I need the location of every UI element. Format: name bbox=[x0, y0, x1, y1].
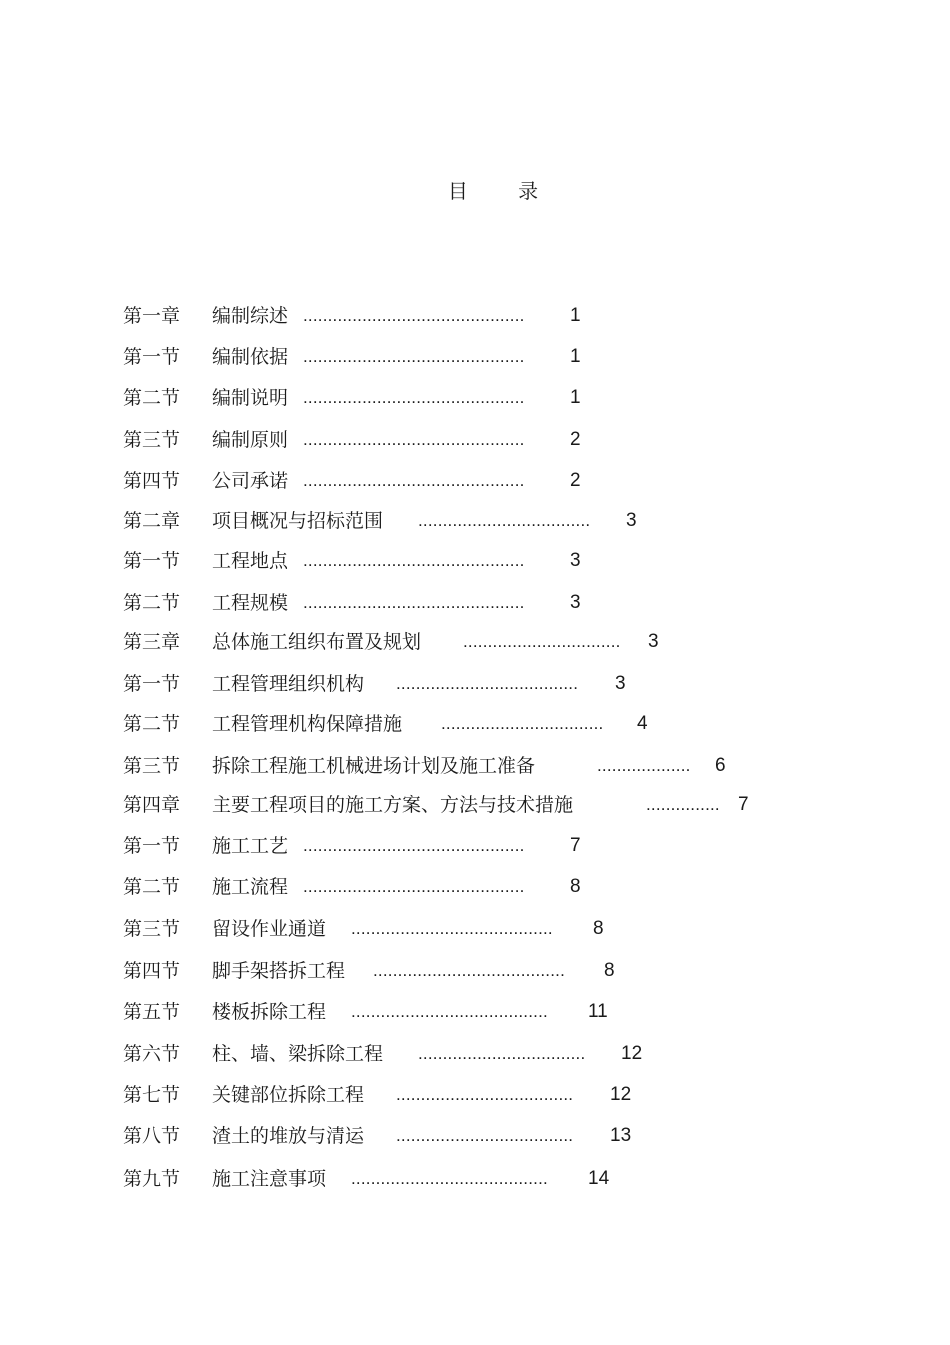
toc-entry-page: 8 bbox=[604, 960, 615, 981]
toc-entry-number: 第一节 bbox=[123, 550, 181, 572]
toc-entry-page: 2 bbox=[570, 429, 581, 450]
toc-entry-page: 1 bbox=[570, 387, 581, 408]
toc-entry-title: 工程规模 bbox=[212, 592, 289, 614]
toc-entry-leader: ..................................... bbox=[396, 674, 579, 693]
toc-entry-page: 7 bbox=[570, 835, 581, 856]
toc-entry-page: 12 bbox=[621, 1043, 643, 1064]
toc-entry-page: 8 bbox=[593, 918, 604, 939]
toc-entry-title: 拆除工程施工机械进场计划及施工准备 bbox=[212, 755, 536, 777]
toc-entry-number: 第一节 bbox=[123, 346, 181, 368]
toc-entry-number: 第九节 bbox=[123, 1168, 181, 1190]
toc-entry-leader: ............................................. bbox=[303, 551, 525, 570]
toc-entry-page: 2 bbox=[570, 470, 581, 491]
toc-entry-leader: ................... bbox=[597, 756, 691, 775]
toc-entry-leader: ............................................. bbox=[303, 836, 525, 855]
toc-entry-number: 第一节 bbox=[123, 835, 181, 857]
toc-entry-leader: ....................................... bbox=[373, 961, 566, 980]
toc-entry-title: 柱、墙、梁拆除工程 bbox=[212, 1043, 384, 1065]
toc-entry-page: 13 bbox=[610, 1125, 632, 1146]
toc-entry-number: 第八节 bbox=[123, 1125, 181, 1147]
toc-entry-title: 脚手架搭拆工程 bbox=[212, 960, 346, 982]
toc-entry-number: 第二节 bbox=[123, 876, 181, 898]
toc-entry-leader: .................................... bbox=[396, 1126, 574, 1145]
toc-entry-number: 第三节 bbox=[123, 918, 181, 940]
toc-entry-page: 3 bbox=[570, 550, 581, 571]
toc-entry-number: 第一章 bbox=[123, 305, 181, 327]
toc-entry-title: 公司承诺 bbox=[212, 470, 289, 492]
toc-entry-page: 14 bbox=[588, 1168, 610, 1189]
toc-entry-title: 施工注意事项 bbox=[212, 1168, 327, 1190]
toc-entry-leader: ........................................ bbox=[351, 1002, 548, 1021]
toc-entry-title: 主要工程项目的施工方案、方法与技术措施 bbox=[212, 794, 574, 816]
toc-entry-title: 编制综述 bbox=[212, 305, 289, 327]
toc-entry-leader: ............................................. bbox=[303, 306, 525, 325]
toc-entry-number: 第三章 bbox=[123, 631, 181, 653]
toc-entry-leader: ............................................. bbox=[303, 593, 525, 612]
toc-entry-number: 第四节 bbox=[123, 470, 181, 492]
toc-entry-title: 施工流程 bbox=[212, 876, 289, 898]
toc-entry-number: 第二节 bbox=[123, 387, 181, 409]
toc-entry-number: 第三节 bbox=[123, 429, 181, 451]
toc-entry-page: 1 bbox=[570, 305, 581, 326]
toc-entry-leader: ............................................. bbox=[303, 430, 525, 449]
toc-entry-title: 楼板拆除工程 bbox=[212, 1001, 327, 1023]
toc-entry-page: 3 bbox=[626, 510, 637, 531]
toc-entry-leader: .................................. bbox=[418, 1044, 586, 1063]
toc-entry-title: 编制依据 bbox=[212, 346, 289, 368]
toc-entry-page: 11 bbox=[588, 1001, 608, 1022]
toc-entry-leader: ................................. bbox=[441, 714, 604, 733]
toc-entry-page: 7 bbox=[738, 794, 749, 815]
toc-entry-page: 12 bbox=[610, 1084, 632, 1105]
toc-entry-page: 4 bbox=[637, 713, 648, 734]
toc-entry-page: 3 bbox=[615, 673, 626, 694]
toc-entry-title: 工程地点 bbox=[212, 550, 289, 572]
toc-entry-leader: ............................................. bbox=[303, 471, 525, 490]
toc-entry-title: 工程管理机构保障措施 bbox=[212, 713, 403, 735]
toc-entry-number: 第二节 bbox=[123, 592, 181, 614]
toc-entry-number: 第五节 bbox=[123, 1001, 181, 1023]
toc-entry-page: 3 bbox=[648, 631, 659, 652]
toc-entry-number: 第四节 bbox=[123, 960, 181, 982]
toc-entry-leader: ......................................... bbox=[351, 919, 553, 938]
toc-entry-title: 渣土的堆放与清运 bbox=[212, 1125, 365, 1147]
toc-entry-number: 第四章 bbox=[123, 794, 181, 816]
toc-entry-title: 关键部位拆除工程 bbox=[212, 1084, 365, 1106]
toc-entry-page: 1 bbox=[570, 346, 581, 367]
toc-entry-number: 第七节 bbox=[123, 1084, 181, 1106]
toc-entry-page: 3 bbox=[570, 592, 581, 613]
toc-entry-title: 施工工艺 bbox=[212, 835, 289, 857]
toc-entry-number: 第六节 bbox=[123, 1043, 181, 1065]
toc-entry-number: 第一节 bbox=[123, 673, 181, 695]
toc-entry-page: 6 bbox=[715, 755, 726, 776]
toc-entry-title: 总体施工组织布置及规划 bbox=[212, 631, 422, 653]
toc-entry-title: 项目概况与招标范围 bbox=[212, 510, 384, 532]
toc-entry-title: 编制说明 bbox=[212, 387, 289, 409]
toc-entry-leader: ............................................. bbox=[303, 388, 525, 407]
toc-entry-number: 第二节 bbox=[123, 713, 181, 735]
toc-entry-leader: .................................... bbox=[396, 1085, 574, 1104]
toc-entry-leader: ............................................. bbox=[303, 347, 525, 366]
toc-entry-leader: ............... bbox=[646, 795, 720, 814]
toc-entry-leader: ............................................. bbox=[303, 877, 525, 896]
toc-entry-leader: ................................... bbox=[418, 511, 591, 530]
toc-entry-title: 留设作业通道 bbox=[212, 918, 327, 940]
toc-title: 目 录 bbox=[447, 179, 561, 203]
toc-entry-leader: ................................ bbox=[463, 632, 621, 651]
toc-entry-title: 工程管理组织机构 bbox=[212, 673, 365, 695]
toc-entry-number: 第二章 bbox=[123, 510, 181, 532]
toc-entry-number: 第三节 bbox=[123, 755, 181, 777]
toc-entry-leader: ........................................ bbox=[351, 1169, 548, 1188]
toc-entry-title: 编制原则 bbox=[212, 429, 289, 451]
toc-entry-page: 8 bbox=[570, 876, 581, 897]
